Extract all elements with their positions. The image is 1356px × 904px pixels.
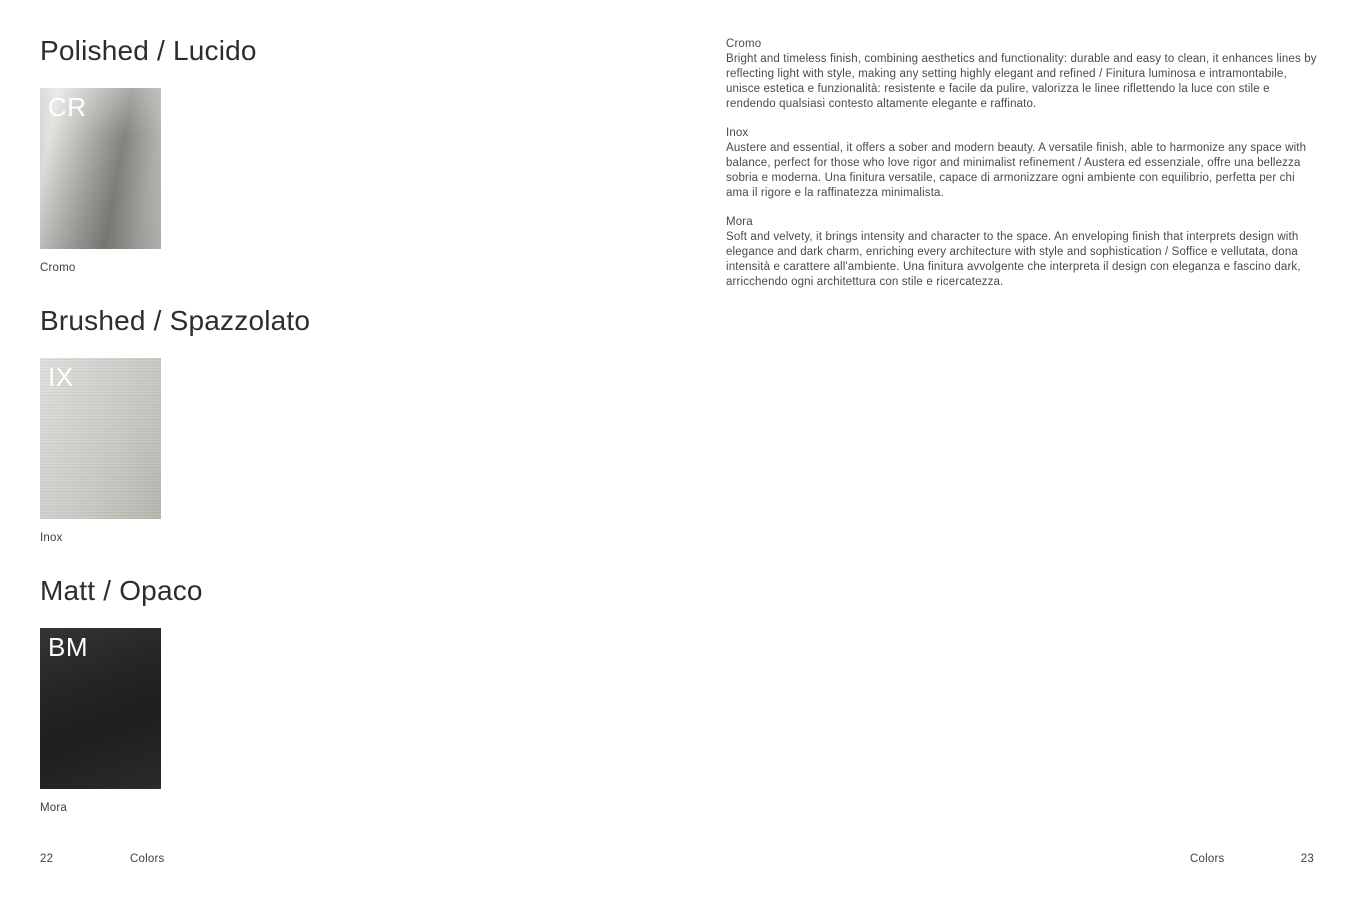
section-heading-brushed: Brushed / Spazzolato — [40, 305, 311, 336]
swatch-caption-mora: Mora — [40, 802, 68, 814]
section-polished — [40, 34, 640, 274]
swatch-code-cr: CR — [48, 92, 87, 122]
description-mora — [726, 215, 1318, 290]
swatch-code-bm: BM — [48, 632, 88, 662]
footer-section-label-right: Colors — [1190, 853, 1225, 865]
description-name-cromo: Cromo — [726, 38, 762, 50]
footer-section-label-left: Colors — [130, 853, 165, 865]
section-brushed — [40, 304, 640, 544]
description-inox — [726, 126, 1318, 201]
swatch-code-ix: IX — [48, 362, 74, 392]
description-body-cromo: Bright and timeless finish, combining aesthetics and functionality: durable and easy to clean, it enhances lines by reflecting light with style, making any setting highly elegant and refined / Finitura luminosa e intramontabile, unisce estetica e funzionalità: resistente e facile da pulire, valorizza le linee riflettendo la luce con stile e rendendo qualsiasi contesto altamente elegante e raffinato. — [726, 53, 1317, 110]
page-number-left: 22 — [40, 853, 54, 865]
swatch-inox — [40, 358, 161, 519]
swatch-cromo — [40, 88, 161, 249]
section-matt — [40, 574, 640, 814]
finish-descriptions — [726, 37, 1318, 304]
description-name-inox: Inox — [726, 127, 749, 139]
swatch-caption-inox: Inox — [40, 532, 63, 544]
swatch-mora — [40, 628, 161, 789]
description-cromo — [726, 37, 1318, 112]
swatch-caption-cromo: Cromo — [40, 262, 76, 274]
description-name-mora: Mora — [726, 216, 753, 228]
description-body-inox: Austere and essential, it offers a sober and modern beauty. A versatile finish, able to harmonize any space with balance, perfect for those who love rigor and minimalist refinement / Austera ed essenziale, offre una bellezza sobria e moderna. Una finitura versatile, capace di armonizzare ogni ambiente con equilibrio, perfetta per chi ama il rigore e la raffinatezza minimalista. — [726, 142, 1307, 199]
page-number-right: 23 — [1300, 853, 1314, 865]
description-body-mora: Soft and velvety, it brings intensity and character to the space. An enveloping finish that interprets design with elegance and dark charm, enriching every architecture with style and sophistication / Soffice e vellutata, dona intensità e carattere all'ambiente. Una finitura avvolgente che interpreta il design con eleganza e fascino dark, arricchendo ogni architettura con stile e ricercatezza. — [726, 231, 1301, 288]
section-heading-polished: Polished / Lucido — [40, 35, 257, 66]
section-heading-matt: Matt / Opaco — [40, 575, 203, 606]
